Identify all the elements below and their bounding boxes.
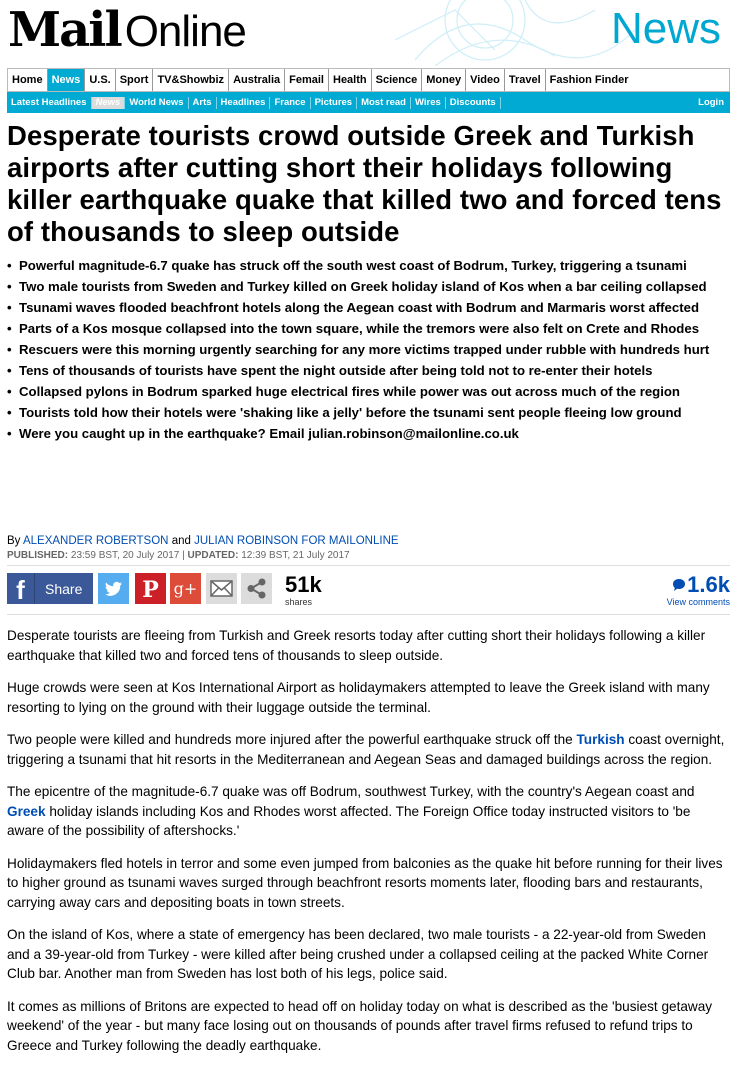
article-paragraph: On the island of Kos, where a state of emergency has been declared, two male tourists - a 22-year-old from Sweden and a 39-year-old from Turkey - were killed after being crushed under a collapsed ceiling at the packed White Corner Club bar. Another man from Sweden has lost both of his legs, police said. — [7, 927, 709, 981]
secondary-nav — [7, 92, 730, 113]
article-paragraph: Huge crowds were seen at Kos International Airport as holidaymakers attempted to leave the Greek island with many resorting to lying on the ground with their luggage outside the terminal. — [7, 680, 710, 715]
divider — [7, 614, 730, 615]
subnav-arts[interactable]: Arts — [189, 97, 217, 109]
email-share-button[interactable] — [206, 573, 237, 604]
mailonline-logo[interactable] — [8, 2, 246, 58]
nav-item-video[interactable]: Video — [466, 69, 505, 91]
pinterest-share-button[interactable] — [135, 573, 166, 604]
summary-bullet: • Two male tourists from Sweden and Turkey killed on Greek holiday island of Kos when a bar ceiling collapsed — [7, 278, 729, 295]
subnav-most-read[interactable]: Most read — [357, 97, 411, 109]
published-timestamp: 23:59 BST, 20 July 2017 — [70, 550, 180, 561]
article-paragraph: Desperate tourists are fleeing from Turkish and Greek resorts today after cutting short their holidays following a killer earthquake that killed two and forced tens of thousands to sleep outside. — [7, 628, 706, 663]
facebook-icon: f — [7, 573, 35, 604]
pinterest-icon — [135, 573, 166, 604]
comments-link[interactable] — [667, 573, 730, 607]
subnav-france[interactable]: France — [270, 97, 310, 109]
twitter-icon — [98, 573, 129, 604]
share-count-value: 51k — [285, 572, 322, 597]
author-link[interactable]: JULIAN ROBINSON FOR MAILONLINE — [194, 535, 399, 547]
share-button-label: Share — [45, 580, 83, 597]
nav-item-tvshowbiz[interactable]: TV&Showbiz — [153, 69, 229, 91]
twitter-share-button[interactable] — [98, 573, 129, 604]
article-summary-bullets — [7, 257, 729, 446]
svg-text:P: P — [142, 577, 159, 603]
byline-and: and — [171, 535, 191, 547]
summary-bullet: • Collapsed pylons in Bodrum sparked huge electrical fires while power was out across much of the region — [7, 383, 729, 400]
byline-by: By — [7, 535, 21, 547]
nav-item-femail[interactable]: Femail — [285, 69, 329, 91]
published-label: PUBLISHED: — [7, 550, 69, 561]
article-body — [7, 626, 730, 1068]
summary-bullet: • Powerful magnitude-6.7 quake has struck off the south west coast of Bodrum, Turkey, triggering a tsunami — [7, 257, 729, 274]
byline — [7, 534, 399, 548]
paragraph-text: coast overnight, triggering a tsunami that hit resorts in the Mediterranean and Aegean Seas and damaged buildings across the region. — [7, 732, 725, 767]
view-comments-label: View comments — [666, 597, 730, 607]
share-bar — [7, 573, 730, 607]
nav-item-science[interactable]: Science — [372, 69, 423, 91]
summary-bullet: • Rescuers were this morning urgently searching for any more victims trapped under rubble with hundreds hurt — [7, 341, 729, 358]
article-paragraph: It comes as millions of Britons are expected to head off on holiday today on what is described as the 'busiest getaway weekend' of the year - but many face losing out on thousands of pounds after travel firms refused to refund trips to Greece and Turkey following the deadly earthquake. — [7, 998, 713, 1053]
article-paragraph: Holidaymakers fled hotels in terror and some even jumped from balconies as the quake hit before running for their lives to higher ground as tsunami waves surged through beachfront resorts moments later, flooding bars and restaurants, carrying away cars and depositing boats in town streets. — [7, 855, 723, 910]
nav-item-money[interactable]: Money — [422, 69, 466, 91]
article-paragraph — [7, 782, 730, 841]
email-icon — [206, 573, 237, 604]
summary-bullet: • Tsunami waves flooded beachfront hotels along the Aegean coast with Bodrum and Marmaris worst affected — [7, 299, 729, 316]
subnav-headlines[interactable]: Headlines — [217, 97, 271, 109]
nav-item-australia[interactable]: Australia — [229, 69, 285, 91]
nav-item-news[interactable]: News — [48, 69, 86, 91]
summary-bullet: • Were you caught up in the earthquake? Email julian.robinson@mailonline.co.uk — [7, 425, 729, 442]
topic-link-turkish[interactable]: Turkish — [576, 732, 625, 747]
topic-link-greek[interactable]: Greek — [7, 803, 46, 819]
svg-text:g+: g+ — [173, 579, 198, 598]
logo-online-text: Online — [124, 7, 246, 56]
summary-bullet: • Tens of thousands of tourists have spent the night outside after being told not to re-enter their hotels — [7, 362, 729, 379]
googleplus-share-button[interactable] — [170, 573, 201, 604]
nav-item-sport[interactable]: Sport — [116, 69, 154, 91]
article-paragraph — [7, 730, 730, 769]
share-count — [285, 573, 322, 607]
article-headline: Desperate tourists crowd outside Greek and Turkish airports after cutting short their holidays following killer earthquake quake that killed two and forced tens of thousands to sleep outside — [7, 120, 722, 247]
updated-timestamp: 12:39 BST, 21 July 2017 — [241, 550, 350, 561]
divider — [7, 565, 730, 566]
comments-count-value: 1.6k — [687, 572, 730, 597]
subnav-world-news[interactable]: World News — [125, 97, 188, 109]
subnav-latest-headlines[interactable]: Latest Headlines — [7, 97, 92, 109]
nav-item-travel[interactable]: Travel — [505, 69, 546, 91]
nav-item-home[interactable]: Home — [8, 69, 48, 91]
subnav-pictures[interactable]: Pictures — [311, 97, 358, 109]
section-title: News — [610, 4, 721, 53]
subnav-discounts[interactable]: Discounts — [446, 97, 501, 109]
share-count-label: shares — [285, 597, 313, 607]
updated-label: UPDATED: — [187, 550, 239, 561]
summary-bullet: • Tourists told how their hotels were 'shaking like a jelly' before the tsunami sent people fleeing low ground — [7, 404, 729, 421]
paragraph-text: The epicentre of the magnitude-6.7 quake was off Bodrum, southwest Turkey, with the country's Aegean coast and — [7, 784, 695, 799]
logo-mail-text: Mail — [8, 2, 121, 58]
nav-item-us[interactable]: U.S. — [85, 69, 115, 91]
article-dates: PUBLISHED: 23:59 BST, 20 July 2017 | UPDATED: 12:39 BST, 21 July 2017 — [7, 550, 350, 561]
comment-bubble-icon — [671, 577, 687, 593]
login-link[interactable]: Login — [698, 97, 724, 108]
primary-nav — [7, 68, 730, 92]
nav-item-health[interactable]: Health — [329, 69, 372, 91]
subnav-wires[interactable]: Wires — [411, 97, 446, 109]
share-icon — [241, 573, 272, 604]
comments-count — [667, 573, 730, 597]
author-link[interactable]: ALEXANDER ROBERTSON — [22, 535, 169, 547]
paragraph-text: Two people were killed and hundreds more injured after the powerful earthquake struck off the — [7, 732, 577, 747]
googleplus-icon — [170, 573, 201, 604]
subnav-news[interactable]: News — [92, 97, 126, 109]
nav-item-fashion-finder[interactable]: Fashion Finder — [549, 74, 629, 86]
summary-bullet: • Parts of a Kos mosque collapsed into the town square, while the tremors were also felt on Crete and Rhodes — [7, 320, 729, 337]
facebook-share-button[interactable] — [7, 573, 93, 604]
more-share-button[interactable] — [241, 573, 272, 604]
masthead — [0, 0, 735, 66]
paragraph-text: holiday islands including Kos and Rhodes worst affected. The Foreign Office today instructed visitors to 'be aware of the possibility of aftershocks.' — [7, 803, 691, 838]
